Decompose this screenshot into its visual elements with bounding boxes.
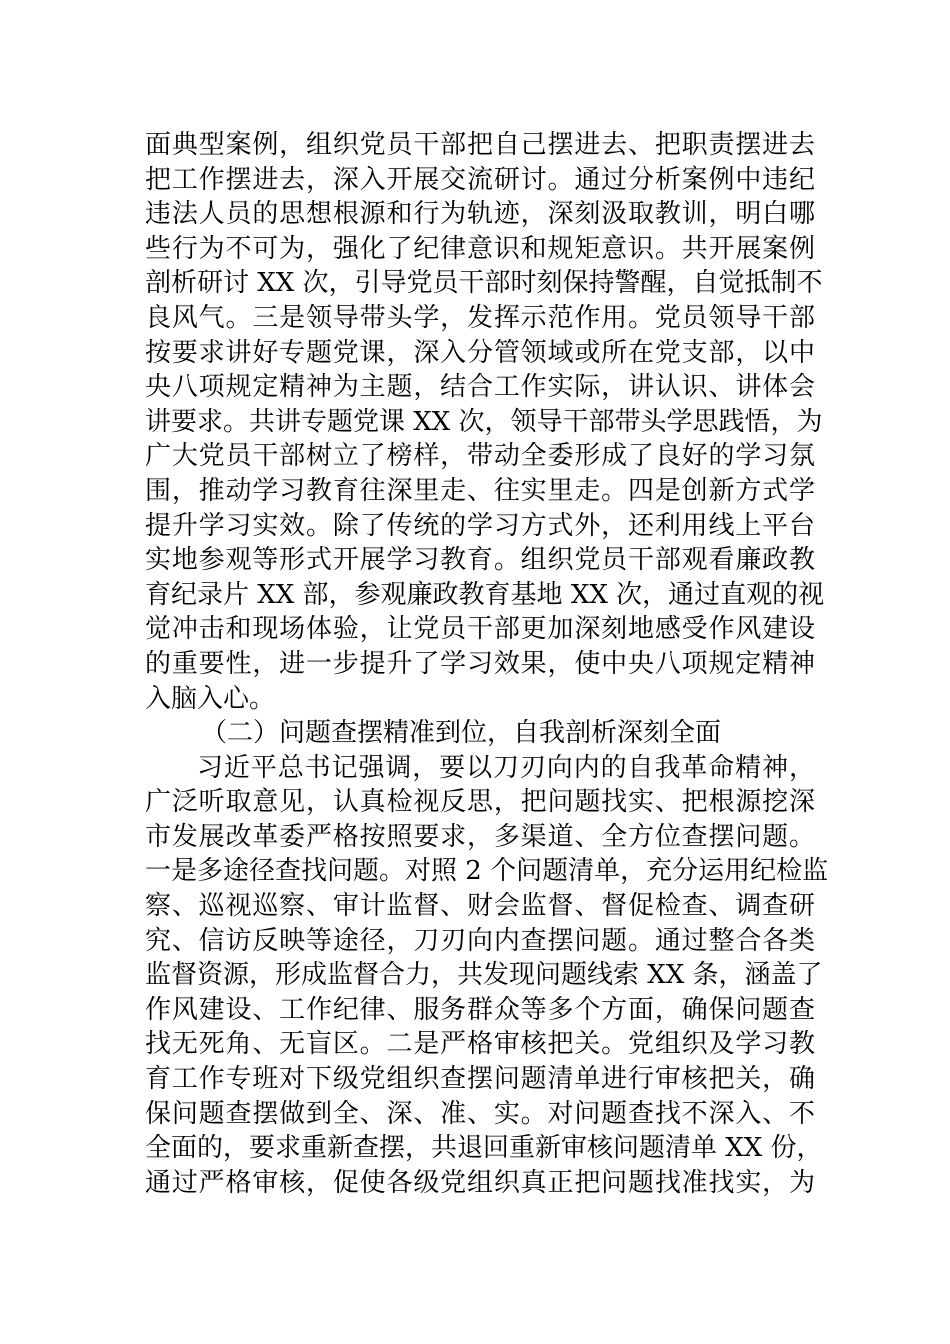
text-line: 实地参观等形式开展学习教育。组织党员干部观看廉政教 bbox=[145, 545, 815, 576]
body-text bbox=[145, 128, 829, 1200]
text-line: 的重要性，进一步提升了学习效果，使中央八项规定精神 bbox=[145, 648, 815, 679]
text-line: 提升学习实效。除了传统的学习方式外，还利用线上平台 bbox=[145, 510, 815, 541]
text-line: 广大党员干部树立了榜样，带动全委形成了良好的学习氛 bbox=[145, 441, 815, 472]
text-line: 违法人员的思想根源和行为轨迹，深刻汲取教训，明白哪 bbox=[145, 199, 815, 230]
text-line: 些行为不可为，强化了纪律意识和规矩意识。共开展案例 bbox=[145, 233, 815, 264]
text-line: 央八项规定精神为主题，结合工作实际，讲认识、讲体会 bbox=[145, 372, 815, 403]
text-line: 保问题查摆做到全、深、准、实。对问题查找不深入、不 bbox=[145, 1098, 815, 1129]
text-line: 察、巡视巡察、审计监督、财会监督、督促检查、调查研 bbox=[145, 891, 815, 922]
text-line: 把工作摆进去，深入开展交流研讨。通过分析案例中违纪 bbox=[145, 164, 815, 195]
text-line: 习近平总书记强调，要以刀刃向内的自我革命精神， bbox=[197, 752, 815, 783]
text-line: 按要求讲好专题党课，深入分管领域或所在党支部，以中 bbox=[145, 337, 815, 368]
text-line: 全面的，要求重新查摆，共退回重新审核问题清单 XX 份， bbox=[145, 1133, 823, 1164]
text-line: 良风气。三是领导带头学，发挥示范作用。党员领导干部 bbox=[145, 302, 815, 333]
text-line: 剖析研讨 XX 次，引导党员干部时刻保持警醒，自觉抵制不 bbox=[145, 268, 823, 299]
text-line: 入脑入心。 bbox=[145, 683, 276, 714]
text-line: 通过严格审核，促使各级党组织真正把问题找准找实，为 bbox=[145, 1167, 815, 1198]
text-line: 觉冲击和现场体验，让党员干部更加深刻地感受作风建设 bbox=[145, 614, 815, 645]
text-line: 育工作专班对下级党组织查摆问题清单进行审核把关，确 bbox=[145, 1064, 815, 1095]
text-line: 作风建设、工作纪律、服务群众等多个方面，确保问题查 bbox=[145, 994, 815, 1025]
text-line: 究、信访反映等途径，刀刃向内查摆问题。通过整合各类 bbox=[145, 925, 815, 956]
text-line: 一是多途径查找问题。对照 2 个问题清单，充分运用纪检监 bbox=[145, 856, 829, 887]
text-line: 面典型案例，组织党员干部把自己摆进去、把职责摆进去 bbox=[145, 130, 815, 160]
text-line: 找无死角、无盲区。二是严格审核把关。党组织及学习教 bbox=[145, 1029, 815, 1060]
text-line: 育纪录片 XX 部，参观廉政教育基地 XX 次，通过直观的视 bbox=[145, 579, 825, 610]
text-line: 市发展改革委严格按照要求，多渠道、全方位查摆问题。 bbox=[145, 821, 815, 852]
section-heading: （二）问题查摆精准到位，自我剖析深刻全面 bbox=[201, 718, 722, 749]
text-line: 讲要求。共讲专题党课 XX 次，领导干部带头学思践悟，为 bbox=[145, 406, 823, 437]
text-line: 广泛听取意见，认真检视反思，把问题找实、把根源挖深 bbox=[145, 787, 815, 818]
text-line: 监督资源，形成监督合力，共发现问题线索 XX 条，涵盖了 bbox=[145, 960, 823, 991]
text-line: 围，推动学习教育往深里走、往实里走。四是创新方式学 bbox=[145, 475, 815, 506]
